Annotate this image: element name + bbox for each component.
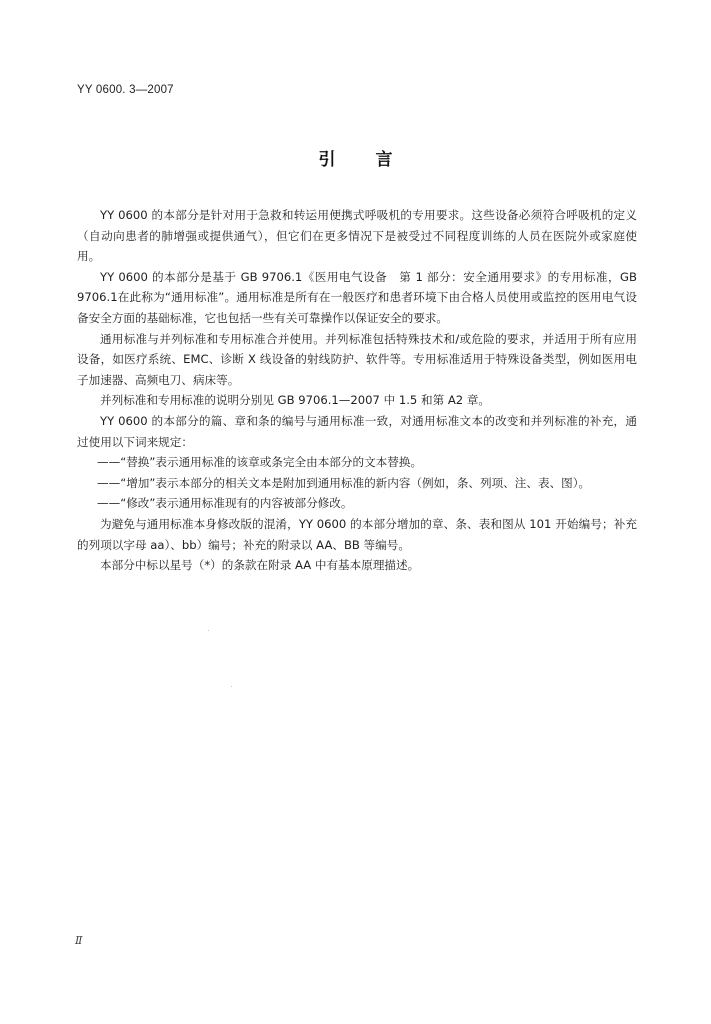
paragraph-scope: YY 0600 的本部分是针对用于急救和转运用便携式呼吸机的专用要求。这些设备必须符合呼吸机的定义（自动向患者的肺增强或提供通气），但它们在更多情况下是被受过不同程度训练的人员在医院外或家庭使用。 (77, 208, 637, 264)
paragraph-numbering: YY 0600 的本部分的篇、章和条的编号与通用标准一致，对通用标准文本的改变和并列标准的补充，通过使用以下词来规定： (77, 413, 637, 449)
paragraph-references: 并列标准和专用标准的说明分别见 GB 9706.1—2007 中 1.5 和第 A2 章。 (100, 393, 491, 408)
page-title: 引言 (318, 150, 433, 170)
paragraph-asterisk-note: 本部分中标以星号（*）的条款在附录 AA 中有基本原理描述。 (100, 558, 420, 573)
document-code: YY 0600. 3—2007 (77, 84, 174, 96)
paragraph-general-standard: YY 0600 的本部分是基于 GB 9706.1《医用电气设备 第 1 部分：安全通用要求》的专用标准，GB 9706.1在此称为“通用标准”。通用标准是所有在一般医疗和患者环境下由合格人员使用或监控的医用电气设备安全方面的基础标准，它也包括一些有关可靠操作以保证安全的要求。 (77, 269, 637, 325)
paragraph-numbering-scheme: 为避免与通用标准本身修改版的混淆，YY 0600 的本部分增加的章、条、表和图从 101 开始编号；补充的列项以字母 aa）、bb）编号；补充的附录以 AA、BB 等编号。 (77, 516, 637, 552)
introduction-body (77, 205, 637, 576)
list-item-amendment: ——“修改”表示通用标准现有的内容被部分修改。 (97, 496, 353, 511)
page-number: Ⅱ (75, 934, 83, 947)
paragraph-collateral-standards: 通用标准与并列标准和专用标准合并使用。并列标准包括特殊技术和/或危险的要求，并适用于所有应用设备，如医疗系统、EMC、诊断 X 线设备的射线防护、软件等。专用标准适用于特殊设备类型，例如医用电子加速器、高频电刀、病床等。 (77, 331, 637, 387)
scan-speck (208, 630, 209, 631)
list-item-addition: ——“增加”表示本部分的相关文本是附加到通用标准的新内容（例如，条、列项、注、表、图）。 (97, 475, 591, 490)
scan-speck (231, 686, 232, 687)
list-item-replacement: ——“替换”表示通用标准的该章或条完全由本部分的文本替换。 (97, 455, 423, 470)
